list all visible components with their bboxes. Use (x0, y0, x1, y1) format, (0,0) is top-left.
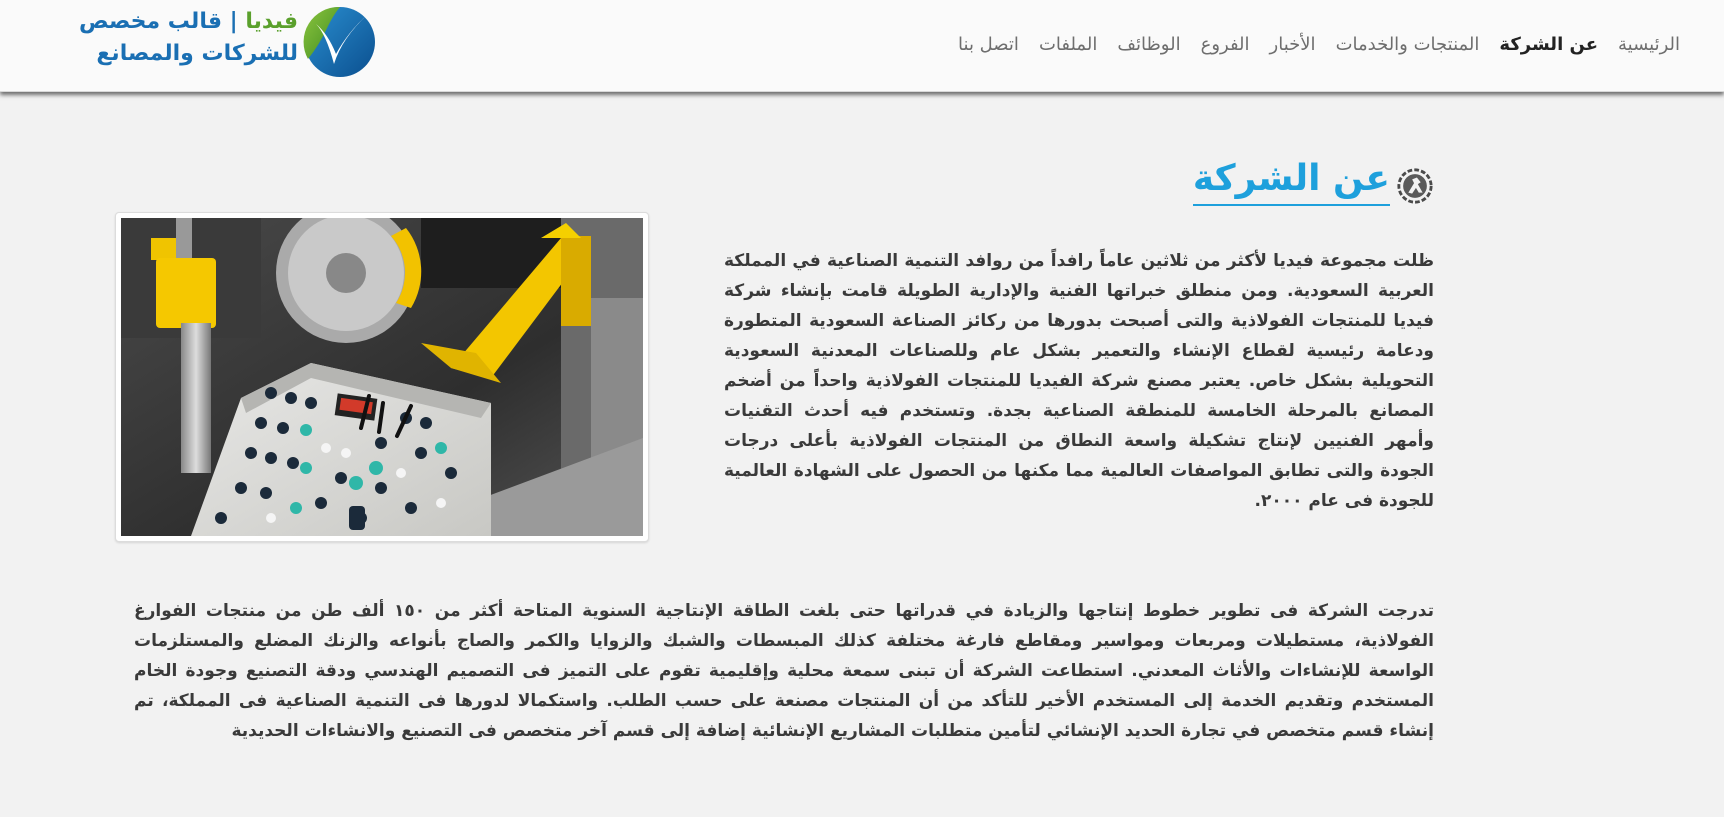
logo-line-2: للشركات والمصانع (96, 41, 298, 66)
industrial-control-panel-photo-icon (121, 218, 643, 536)
factory-photo (115, 212, 649, 542)
gear-worker-icon (1396, 167, 1434, 205)
nav-item-news (1260, 32, 1326, 58)
logo-brand: فيديا (245, 9, 298, 34)
nav-link-news[interactable]: الأخبار (1269, 34, 1316, 55)
nav-link-products[interactable]: المنتجات والخدمات (1335, 34, 1480, 55)
nav-item-products (1326, 32, 1490, 58)
nav-item-jobs (1107, 32, 1190, 58)
nav-item-files (1029, 32, 1107, 58)
site-header (0, 0, 1724, 92)
about-paragraph-2: تدرجت الشركة فى تطوير خطوط إنتاجها والزيادة في قدراتها حتى بلغت الطاقة الإنتاجية السنوية المتاحة أكثر من ١٥٠ ألف طن من منتجات الفوارغ الفولاذية، مستطيلات ومربعات ومواسير ومقاطع فارغة مختلفة كذلك المبسطات والشبك والزوايا والكمر والصاج بأنواعه والزنك المضلع والمستلزمات الواسعة للإنشاءات والأثاث المعدني. استطاعت الشركة أن تبنى سمعة محلية وإقليمية تقوم على التميز فى التصميم الهندسي ودقة التصنيع وجودة الخام المستخدم وتقديم الخدمة إلى المستخدم الأخير للتأكد من أن المنتجات مصنعة على حسب الطلب. واستكمالا لدورها فى التنمية الصناعية فى المملكة، تم إنشاء قسم متخصص في تجارة الحديد الإنشائي لتأمين متطلبات المشاريع الإنشائية إضافة إلى قسم آخر متخصص فى التصنيع والانشاءات الحديدية (134, 601, 1434, 741)
nav-link-branches[interactable]: الفروع (1200, 34, 1250, 55)
logo-wordmark (79, 6, 298, 70)
nav-item-about (1489, 32, 1608, 58)
nav-link-home[interactable]: الرئيسية (1618, 34, 1680, 55)
nav-link-contact[interactable]: اتصل بنا (958, 34, 1019, 55)
nav-item-home (1608, 32, 1690, 58)
main-nav (948, 32, 1690, 58)
nav-link-about[interactable]: عن الشركة (1499, 34, 1598, 55)
about-paragraph-1: ظلت مجموعة فيديا لأكثر من ثلاثين عاماً رافداً من روافد التنمية الصناعية في المملكة العربية السعودية. ومن منطلق خبراتها الفنية والإدارية الطويلة قامت بإنشاء شركة فيديا للمنتجات الفولاذية والتى أصبحت بدورها من ركائز الصناعة السعودية المتطورة ودعامة رئيسية لقطاع الإنشاء والتعمير بشكل عام وللصناعات المعدنية السعودية التحويلية بشكل خاص. يعتبر مصنع شركة الفيديا للمنتجات الفولاذية واحداً من أضخم المصانع بالمرحلة الخامسة للمنطقة الصناعية بجدة. وتستخدم فيه أحدث التقنيات وأمهر الفنيين لإنتاج تشكيلة واسعة النطاق من المنتجات الفولاذية بأعلى درجات الجودة والتى تطابق المواصفات العالمية مما مكنها من الحصول على الشهادة العالمية للجودة فى عام ٢٠٠٠. (724, 251, 1434, 511)
logo-tagline: قالب مخصص (78, 9, 222, 34)
nav-link-files[interactable]: الملفات (1038, 34, 1098, 55)
page-title: عن الشركة (1193, 156, 1390, 206)
site-logo[interactable] (74, 4, 384, 82)
logo-line-1 (79, 6, 298, 38)
logo-separator: | (229, 9, 238, 34)
section-heading (1193, 156, 1434, 206)
nav-item-contact (948, 32, 1029, 58)
checkmark-leaf-logo-icon (302, 4, 378, 80)
nav-item-branches (1191, 32, 1260, 58)
nav-link-jobs[interactable]: الوظائف (1117, 34, 1181, 55)
